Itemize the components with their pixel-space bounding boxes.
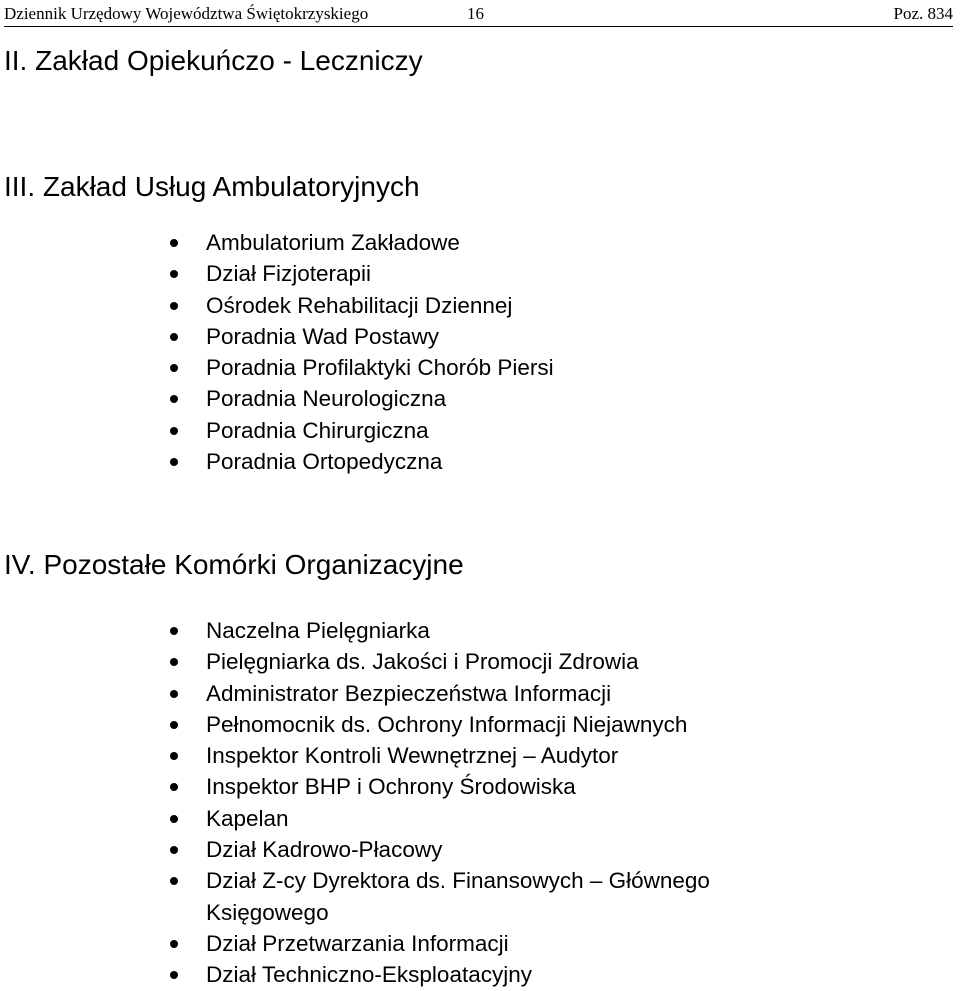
bullet-icon (170, 627, 178, 635)
list-item: Poradnia Profilaktyki Chorób Piersi (0, 352, 554, 383)
journal-title: Dziennik Urzędowy Województwa Świętokrzyskiego (4, 4, 369, 23)
bullet-icon (170, 721, 178, 729)
page-number: 16 (467, 4, 484, 23)
list-item: Kapelan (0, 803, 710, 834)
list-item: Administrator Bezpieczeństwa Informacji (0, 678, 710, 709)
list-item: Poradnia Ortopedyczna (0, 446, 554, 477)
bullet-icon (170, 364, 178, 372)
bullet-icon (170, 427, 178, 435)
list-item: Poradnia Wad Postawy (0, 321, 554, 352)
bullet-icon (170, 877, 178, 885)
position-number: Poz. 834 (893, 4, 953, 23)
list-item-continuation: Księgowego (206, 899, 329, 925)
list-item: Pełnomocnik ds. Ochrony Informacji Niejawnych (0, 709, 710, 740)
list-item: Dział Fizjoterapii (0, 258, 554, 289)
section-title-iv: IV. Pozostałe Komórki Organizacyjne (4, 549, 464, 580)
bullet-icon (170, 395, 178, 403)
list-item: Dział Przetwarzania Informacji (0, 928, 710, 959)
bullet-icon (170, 971, 178, 979)
section-iii-list (0, 227, 554, 477)
bullet-icon (170, 302, 178, 310)
section-title-iii: III. Zakład Usług Ambulatoryjnych (4, 171, 420, 202)
bullet-icon (170, 815, 178, 823)
bullet-icon (170, 846, 178, 854)
list-item: Inspektor BHP i Ochrony Środowiska (0, 771, 710, 802)
list-item: Dział Techniczno-Eksploatacyjny (0, 959, 710, 990)
list-item: Ośrodek Rehabilitacji Dziennej (0, 290, 554, 321)
page-header (4, 2, 953, 27)
list-item: Naczelna Pielęgniarka (0, 615, 710, 646)
bullet-icon (170, 458, 178, 466)
bullet-icon (170, 658, 178, 666)
section-iv-list (0, 615, 710, 991)
bullet-icon (170, 270, 178, 278)
bullet-icon (170, 239, 178, 247)
bullet-icon (170, 752, 178, 760)
section-title-ii: II. Zakład Opiekuńczo - Leczniczy (4, 45, 423, 76)
list-item: Inspektor Kontroli Wewnętrznej – Audytor (0, 740, 710, 771)
bullet-icon (170, 783, 178, 791)
list-item: Poradnia Chirurgiczna (0, 415, 554, 446)
list-item: Pielęgniarka ds. Jakości i Promocji Zdrowia (0, 646, 710, 677)
bullet-icon (170, 690, 178, 698)
list-item: Dział Z-cy Dyrektora ds. Finansowych – Głównego (0, 865, 710, 896)
bullet-icon (170, 333, 178, 341)
list-item: Poradnia Neurologiczna (0, 383, 554, 414)
list-item: Dział Kadrowo-Płacowy (0, 834, 710, 865)
bullet-icon (170, 940, 178, 948)
list-item: Ambulatorium Zakładowe (0, 227, 554, 258)
